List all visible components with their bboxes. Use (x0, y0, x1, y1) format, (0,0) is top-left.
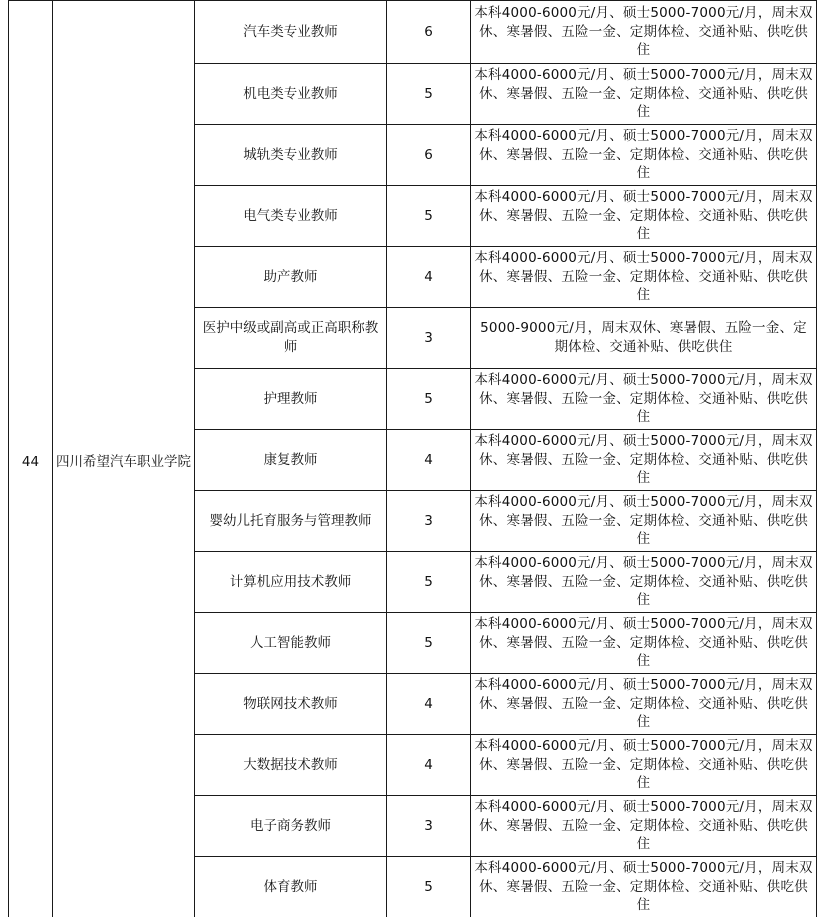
position-title-cell: 汽车类专业教师 (195, 1, 387, 64)
position-title-cell: 助产教师 (195, 247, 387, 308)
recruitment-table (8, 0, 817, 917)
recruitment-table-body (9, 1, 817, 917)
position-title-cell: 城轨类专业教师 (195, 125, 387, 186)
position-count-cell: 5 (387, 613, 471, 674)
position-title-cell: 大数据技术教师 (195, 735, 387, 796)
school-name-cell: 四川希望汽车职业学院 (53, 1, 195, 917)
position-benefits-cell: 本科4000-6000元/月、硕士5000-7000元/月，周末双休、寒暑假、五险一金、定期体检、交通补贴、供吃供住 (471, 1, 817, 64)
position-count-cell: 5 (387, 64, 471, 125)
position-title-cell: 计算机应用技术教师 (195, 552, 387, 613)
position-count-cell: 3 (387, 308, 471, 369)
position-title-cell: 康复教师 (195, 430, 387, 491)
position-count-cell: 5 (387, 857, 471, 917)
position-benefits-cell: 本科4000-6000元/月、硕士5000-7000元/月，周末双休、寒暑假、五险一金、定期体检、交通补贴、供吃供住 (471, 64, 817, 125)
position-count-cell: 3 (387, 796, 471, 857)
position-count-cell: 4 (387, 735, 471, 796)
position-count-cell: 6 (387, 1, 471, 64)
position-count-cell: 5 (387, 552, 471, 613)
position-benefits-cell: 本科4000-6000元/月、硕士5000-7000元/月，周末双休、寒暑假、五险一金、定期体检、交通补贴、供吃供住 (471, 247, 817, 308)
position-benefits-cell: 本科4000-6000元/月、硕士5000-7000元/月，周末双休、寒暑假、五险一金、定期体检、交通补贴、供吃供住 (471, 613, 817, 674)
position-benefits-cell: 本科4000-6000元/月、硕士5000-7000元/月，周末双休、寒暑假、五险一金、定期体检、交通补贴、供吃供住 (471, 186, 817, 247)
position-benefits-cell: 本科4000-6000元/月、硕士5000-7000元/月，周末双休、寒暑假、五险一金、定期体检、交通补贴、供吃供住 (471, 552, 817, 613)
position-count-cell: 5 (387, 369, 471, 430)
position-title-cell: 电子商务教师 (195, 796, 387, 857)
position-benefits-cell: 本科4000-6000元/月、硕士5000-7000元/月，周末双休、寒暑假、五险一金、定期体检、交通补贴、供吃供住 (471, 796, 817, 857)
position-benefits-cell: 本科4000-6000元/月、硕士5000-7000元/月，周末双休、寒暑假、五险一金、定期体检、交通补贴、供吃供住 (471, 674, 817, 735)
position-title-cell: 护理教师 (195, 369, 387, 430)
position-title-cell: 机电类专业教师 (195, 64, 387, 125)
table-row (9, 1, 817, 64)
position-title-cell: 电气类专业教师 (195, 186, 387, 247)
position-count-cell: 4 (387, 430, 471, 491)
position-title-cell: 婴幼儿托育服务与管理教师 (195, 491, 387, 552)
position-benefits-cell: 本科4000-6000元/月、硕士5000-7000元/月，周末双休、寒暑假、五险一金、定期体检、交通补贴、供吃供住 (471, 857, 817, 917)
position-benefits-cell: 本科4000-6000元/月、硕士5000-7000元/月，周末双休、寒暑假、五险一金、定期体检、交通补贴、供吃供住 (471, 430, 817, 491)
position-count-cell: 4 (387, 674, 471, 735)
position-benefits-cell: 本科4000-6000元/月、硕士5000-7000元/月，周末双休、寒暑假、五险一金、定期体检、交通补贴、供吃供住 (471, 491, 817, 552)
position-benefits-cell: 本科4000-6000元/月、硕士5000-7000元/月，周末双休、寒暑假、五险一金、定期体检、交通补贴、供吃供住 (471, 125, 817, 186)
position-title-cell: 物联网技术教师 (195, 674, 387, 735)
position-title-cell: 人工智能教师 (195, 613, 387, 674)
row-number-cell: 44 (9, 1, 53, 917)
position-title-cell: 体育教师 (195, 857, 387, 917)
position-count-cell: 3 (387, 491, 471, 552)
position-benefits-cell: 本科4000-6000元/月、硕士5000-7000元/月，周末双休、寒暑假、五险一金、定期体检、交通补贴、供吃供住 (471, 369, 817, 430)
position-benefits-cell: 本科4000-6000元/月、硕士5000-7000元/月，周末双休、寒暑假、五险一金、定期体检、交通补贴、供吃供住 (471, 735, 817, 796)
position-count-cell: 4 (387, 247, 471, 308)
position-benefits-cell: 5000-9000元/月，周末双休、寒暑假、五险一金、定期体检、交通补贴、供吃供住 (471, 308, 817, 369)
position-title-cell: 医护中级或副高或正高职称教师 (195, 308, 387, 369)
position-count-cell: 6 (387, 125, 471, 186)
position-count-cell: 5 (387, 186, 471, 247)
